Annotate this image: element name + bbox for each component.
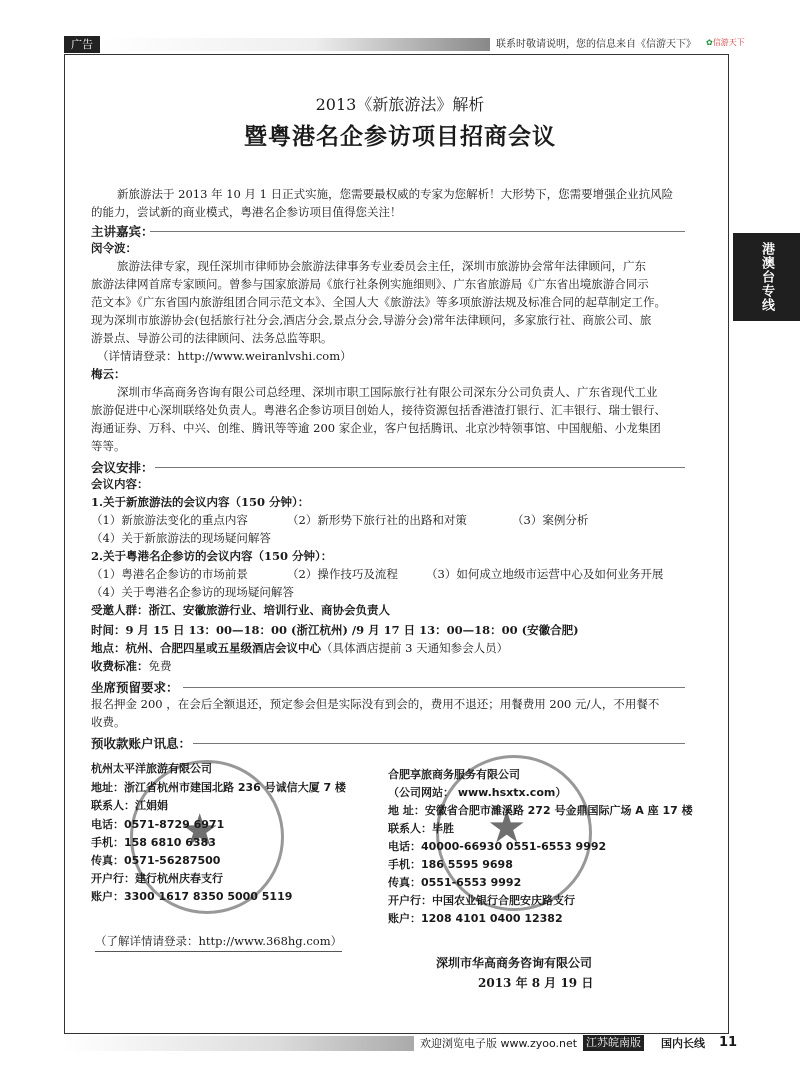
speaker1-bio-line: 游景点、导游公司的法律顾问、法务总监等职。 <box>91 331 333 345</box>
hf-contact: 联系人：毕胜 <box>388 822 454 835</box>
agenda-topic1: 1.关于新旅游法的会议内容（150 分钟）： <box>91 495 310 509</box>
speaker1-bio-line: 现为深圳市旅游协会(包括旅行社分会,酒店分会,景点分会,导游分会)常年法律顾问，多家旅行社、商旅公司、旅 <box>91 313 652 327</box>
hz-company: 杭州太平洋旅游有限公司 <box>91 762 212 775</box>
speakers-heading: 主讲嘉宾： <box>91 224 154 239</box>
agenda-time: 时间：9 月 15 日 13：00—18：00 (浙江杭州) /9 月 17 日 13：00—18：00 (安徽合肥) <box>91 623 579 637</box>
divider <box>155 467 685 468</box>
agenda-content-label: 会议内容： <box>91 477 149 491</box>
speaker1-link[interactable]: （详情请登录：http://www.weiranlvshi.com） <box>97 349 352 363</box>
hz-contact: 联系人：江娟娟 <box>91 799 168 812</box>
detail-link[interactable]: （了解详情请登录：http://www.368hg.com） <box>95 933 342 952</box>
divider <box>150 231 685 232</box>
speaker2-bio-line: 深圳市华高商务咨询有限公司总经理、深圳市职工国际旅行社有限公司深东分公司负责人、广东省现代工业 <box>117 385 658 399</box>
speaker1-bio-line: 旅游法律专家，现任深圳市律师协会旅游法律事务专业委员会主任，深圳市旅游协会常年法律顾问，广东 <box>117 259 646 273</box>
header-gradient-bar <box>100 38 490 51</box>
agenda-fee <box>91 658 172 676</box>
agenda-topic2-item: （1）粤港名企参访的市场前景 <box>91 567 248 581</box>
agenda-heading: 会议安排： <box>91 460 154 475</box>
hf-address: 地 址：安徽省合肥市濉溪路 272 号金鼎国际广场 A 座 17 楼 <box>388 804 693 817</box>
agenda-topic1-item: （1）新旅游法变化的重点内容 <box>91 513 248 527</box>
agenda-place <box>91 640 508 658</box>
divider <box>193 743 685 744</box>
intro-line-2: 的能力，尝试新的商业模式，粤港名企参访项目值得您关注！ <box>91 205 402 219</box>
star-icon: ★ <box>487 802 527 853</box>
footer-edition: 江苏皖南版 <box>583 1035 644 1051</box>
header-logo-text: 信游天下 <box>712 38 745 47</box>
booking-line: 收费。 <box>91 715 126 729</box>
booking-heading: 坐席预留要求： <box>91 680 179 695</box>
side-section-tab: 港澳台专线 <box>733 233 800 321</box>
agenda-invitees: 受邀人群：浙江、安徽旅游行业、培训行业、商协会负责人 <box>91 603 390 617</box>
hf-fax: 传真：0551-6553 9992 <box>388 876 522 889</box>
hf-account: 账户：1208 4101 0400 12382 <box>388 912 563 925</box>
hz-phone: 电话：0571-8729 6971 <box>91 818 225 831</box>
hf-phone: 电话：40000-66930 0551-6553 9992 <box>388 840 607 853</box>
intro-line-1: 新旅游法于 2013 年 10 月 1 日正式实施，您需要最权威的专家为您解析！大形势下，您需要增强企业抗风险 <box>117 187 674 201</box>
hz-fax: 传真：0571-56287500 <box>91 854 221 867</box>
agenda-fee-label: 收费标准： <box>91 659 149 673</box>
page-number: 11 <box>719 1035 738 1050</box>
header-note: 联系时敬请说明，您的信息来自《信游天下》 <box>496 39 696 50</box>
speaker2-name: 梅云： <box>91 367 126 381</box>
star-icon: ★ <box>180 805 220 856</box>
hz-address: 地址：浙江省杭州市建国北路 236 号诚信大厦 7 楼 <box>91 781 346 794</box>
agenda-place-note: （具体酒店提前 3 天通知参会人员） <box>321 641 509 655</box>
agenda-topic1-item: （3）案例分析 <box>512 513 589 527</box>
speaker2-bio-line: 旅游促进中心深圳联络处负责人。粤港名企参访项目创始人，接待资源包括香港渣打银行、汇丰银行、瑞士银行、 <box>91 403 666 417</box>
footer-site[interactable]: 欢迎浏览电子版 www.zyoo.net <box>420 1037 578 1050</box>
header-logo: ✿信游天下 <box>706 38 745 47</box>
hz-bank: 开户行：建行杭州庆春支行 <box>91 872 223 885</box>
hz-mobile: 手机：158 6810 6383 <box>91 836 216 849</box>
hf-bank: 开户行：中国农业银行合肥安庆路支行 <box>388 894 575 907</box>
agenda-topic2: 2.关于粤港名企参访的会议内容（150 分钟）： <box>91 549 333 563</box>
agenda-topic2-item: （2）操作技巧及流程 <box>287 567 398 581</box>
agenda-topic2-item: （3）如何成立地级市运营中心及如何业务开展 <box>426 567 664 581</box>
agenda-place-label: 地点：杭州、合肥四星或五星级酒店会议中心 <box>91 641 321 655</box>
agenda-topic1-item: （4）关于新旅游法的现场疑问解答 <box>91 531 271 545</box>
hf-mobile: 手机：186 5595 9698 <box>388 858 513 871</box>
speaker2-bio-line: 等等。 <box>91 439 126 453</box>
hf-site[interactable]: （公司网站： www.hsxtx.com） <box>388 786 567 799</box>
signature-company: 深圳市华高商务咨询有限公司 <box>436 956 593 970</box>
agenda-fee-value: 免费 <box>148 659 172 673</box>
speaker2-bio-line: 海通证券、万科、中兴、创维、腾讯等等逾 200 家企业，客户包括腾讯、北京沙特领事馆、中国舰船、小龙集团 <box>91 421 661 435</box>
speaker1-name: 闵令波： <box>91 241 137 255</box>
hf-company: 合肥享旅商务服务有限公司 <box>388 768 520 781</box>
booking-line: 报名押金 200 ，在会后全额退还，预定参会但是实际没有到会的，费用不退还；用餐费用 200 元/人，不用餐不 <box>91 697 660 711</box>
speaker1-bio-line: 范文本》《广东省国内旅游组团合同示范文本》、全国人大《旅游法》等多项旅游法规及标准合同的起草制定工作。 <box>91 295 666 309</box>
ad-tag: 广告 <box>64 36 100 53</box>
title-line2: 暨粤港名企参访项目招商会议 <box>244 123 556 150</box>
footer-gradient-bar <box>64 1036 414 1051</box>
agenda-topic2-item: （4）关于粤港名企参访的现场疑问解答 <box>91 585 294 599</box>
divider <box>183 687 685 688</box>
hz-account: 账户：3300 1617 8350 5000 5119 <box>91 890 293 903</box>
signature-date: 2013 年 8 月 19 日 <box>478 976 594 990</box>
title-line1: 2013《新旅游法》解析 <box>315 95 485 114</box>
agenda-topic1-item: （2）新形势下旅行社的出路和对策 <box>287 513 467 527</box>
speaker1-bio-line: 旅游法律网首席专家顾问。曾参与国家旅游局《旅行社条例实施细则》、广东省旅游局《广东省出境旅游合同示 <box>91 277 649 291</box>
footer-column: 国内长线 <box>661 1037 705 1050</box>
accounts-heading: 预收款账户讯息： <box>91 736 192 751</box>
